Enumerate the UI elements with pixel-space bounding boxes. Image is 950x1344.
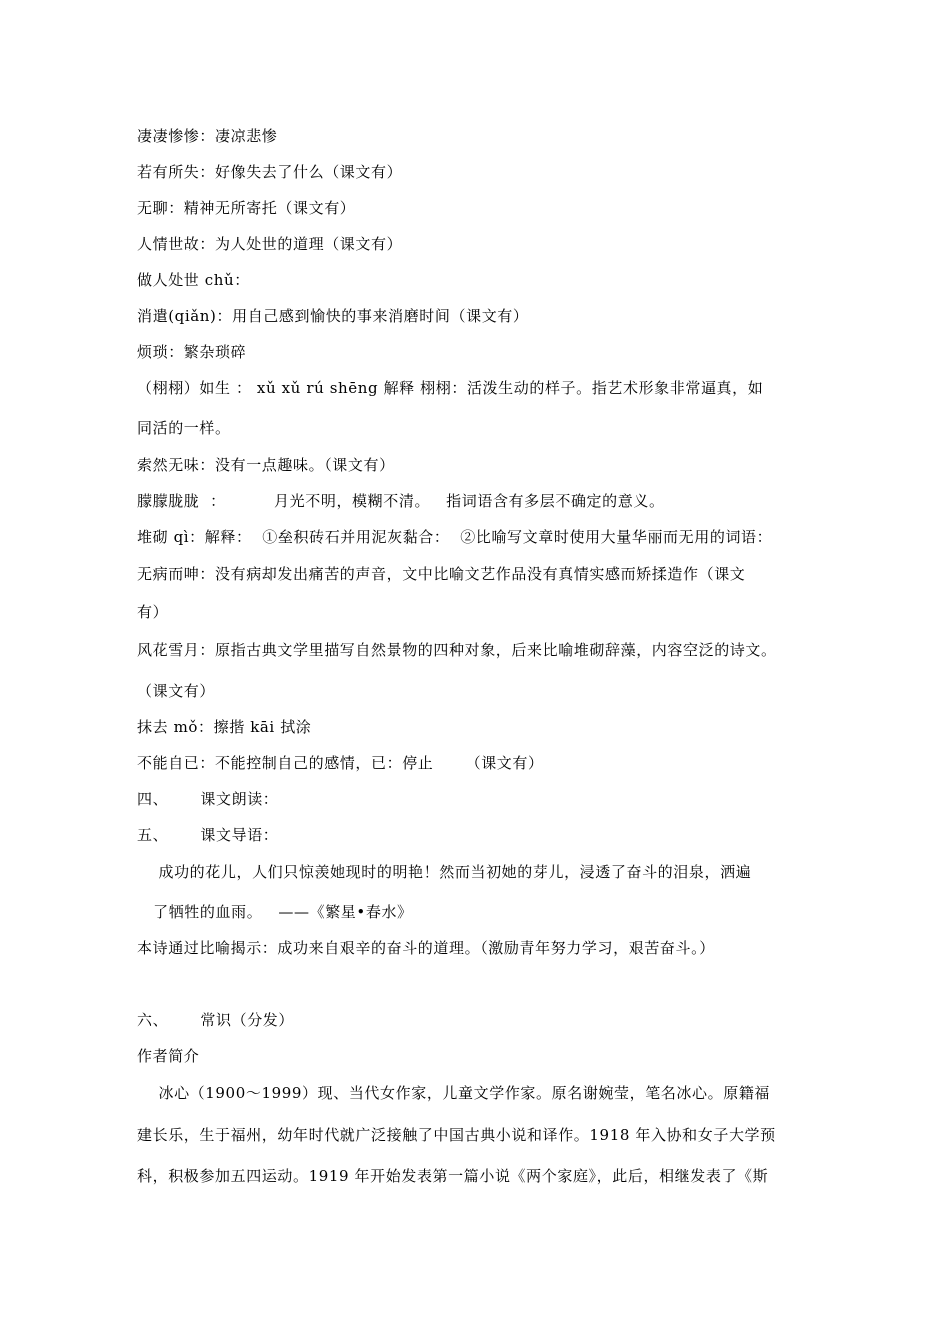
text-line: 成功的花儿，人们只惊羡她现时的明艳！然而当初她的芽儿，浸透了奋斗的泪泉，洒遍 [137, 863, 752, 881]
text-line: 朦朦胧胧 ： 月光不明，模糊不清。 指词语含有多层不确定的意义。 [137, 492, 665, 510]
text-line: 抹去 mǒ：擦揩 kāi 拭涂 [137, 718, 312, 736]
text-line: 本诗通过比喻揭示：成功来自艰辛的奋斗的道理。（激励青年努力学习，艰苦奋斗。） [137, 939, 715, 957]
section-heading: 五、 课文导语： [137, 826, 279, 844]
text-line: 若有所失：好像失去了什么（课文有） [137, 163, 403, 181]
text-line: 做人处世 chǔ： [137, 271, 250, 289]
text-line: 无聊：精神无所寄托（课文有） [137, 199, 356, 217]
text-line: 科，积极参加五四运动。1919 年开始发表第一篇小说《两个家庭》，此后，相继发表了《斯 [137, 1167, 769, 1185]
text-line: 不能自已：不能控制自己的感情，已：停止 （课文有） [137, 754, 544, 772]
section-heading: 六、 常识（分发） [137, 1011, 295, 1029]
text-line: 作者简介 [137, 1047, 200, 1065]
text-line: （课文有） [137, 682, 216, 700]
text-line: 索然无味：没有一点趣味。（课文有） [137, 456, 395, 474]
text-line: 无病而呻：没有病却发出痛苦的声音，文中比喻文艺作品没有真情实感而矫揉造作（课文 [137, 565, 746, 583]
text-line: 消遣(qiǎn)：用自己感到愉快的事来消磨时间（课文有） [137, 307, 529, 325]
text-line: 了牺牲的血雨。 ——《繁星•春水》 [137, 903, 413, 921]
text-line: （栩栩）如生 ： xǔ xǔ rú shēng 解释 栩栩：活泼生动的样子。指艺术形象非常逼真，如 [137, 379, 764, 397]
section-heading: 四、 课文朗读： [137, 790, 279, 808]
text-line: 人情世故：为人处世的道理（课文有） [137, 235, 403, 253]
text-line: 堆砌 qì：解释： ①垒积砖石并用泥灰黏合： ②比喻写文章时使用大量华丽而无用的词语： [137, 528, 773, 546]
text-line: 有） [137, 603, 169, 621]
text-line: 烦琐：繁杂琐碎 [137, 343, 247, 361]
text-line: 风花雪月：原指古典文学里描写自然景物的四种对象，后来比喻堆砌辞藻，内容空泛的诗文。 [137, 641, 777, 659]
text-line: 建长乐，生于福州，幼年时代就广泛接触了中国古典小说和译作。1918 年入协和女子大学预 [137, 1126, 776, 1144]
text-line: 冰心（1900～1999）现、当代女作家，儿童文学作家。原名谢婉莹，笔名冰心。原籍福 [137, 1084, 771, 1102]
text-line: 凄凄惨惨：凄凉悲惨 [137, 127, 278, 145]
text-line: 同活的一样。 [137, 419, 231, 437]
